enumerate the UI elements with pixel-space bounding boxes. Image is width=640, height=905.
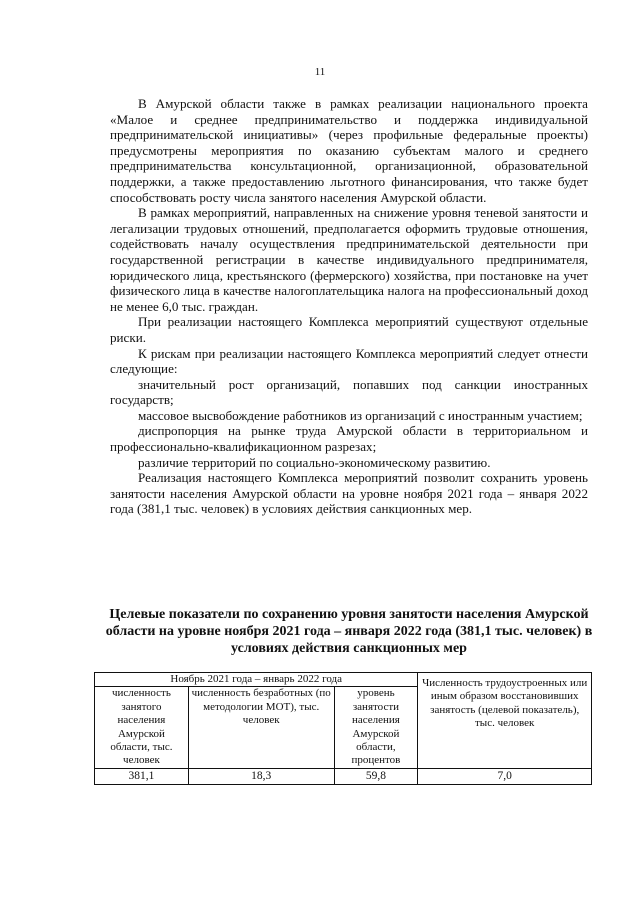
header-cell-employed: численность занятого населения Амурской области, тыс. человек bbox=[95, 687, 189, 768]
paragraph: В Амурской области также в рамках реализации национального проекта «Малое и среднее предпринимательство и поддержка индивидуальной предпринимательской инициативы» (через профильные федеральные проекты) предусмотрены мероприятия по оказанию субъектам малого и среднего предпринимательства консультационной, организационной, образовательной поддержки, а также предоставлению льготного финансирования, что также будет способствовать росту числа занятого населения Амурской области. bbox=[110, 96, 588, 205]
table-title: Целевые показатели по сохранению уровня занятости населения Амурской области на уровне ноября 2021 года – января 2022 года (381,1 тыс. человек) в условиях действия санкционных мер bbox=[105, 607, 593, 656]
list-item: значительный рост организаций, попавших под санкции иностранных государств; bbox=[110, 376, 588, 408]
table-group-header-row bbox=[95, 673, 592, 687]
value-cell: 59,8 bbox=[334, 768, 418, 784]
group-header-cell: Ноябрь 2021 года – январь 2022 года bbox=[95, 673, 418, 687]
list-item: различие территорий по социально-экономическому развитию. bbox=[138, 454, 491, 470]
paragraph: К рискам при реализации настоящего Комплекса мероприятий следует отнести следующие: bbox=[110, 345, 588, 377]
paragraph: Реализация настоящего Комплекса мероприятий позволит сохранить уровень занятости населения Амурской области на уровне ноября 2021 года – января 2022 года (381,1 тыс. человек) в условиях действия санкционных мер. bbox=[110, 470, 588, 517]
value-cell: 7,0 bbox=[418, 768, 592, 784]
body-text bbox=[110, 96, 588, 517]
paragraph: При реализации настоящего Комплекса мероприятий существуют отдельные риски. bbox=[110, 314, 588, 345]
value-cell: 18,3 bbox=[188, 768, 334, 784]
header-cell-unemployed: численность безработных (по методологии МОТ), тыс. человек bbox=[188, 687, 334, 768]
paragraph: В рамках мероприятий, направленных на снижение уровня теневой занятости и легализации трудовых отношений, предполагается оформить трудовые отношения, содействовать началу осуществления предпринимательской деятельности при государственной регистрации в качестве индивидуального предпринимателя, юридического лица, крестьянского (фермерского) хозяйства, при постановке на учет физического лица в качестве налогоплательщика налога на профессиональный доход не менее 6,0 тыс. граждан. bbox=[110, 205, 588, 314]
page-number: 11 bbox=[314, 66, 326, 78]
header-cell-employment-rate: уровень занятости населения Амурской области, процентов bbox=[334, 687, 418, 768]
indicators-table bbox=[94, 672, 592, 785]
table-row bbox=[95, 768, 592, 784]
list-item: массовое высвобождение работников из организаций с иностранным участием; bbox=[138, 407, 583, 423]
header-cell-employed-target: Численность трудоустроенных или иным образом восстановивших занятость (целевой показатель), тыс. человек bbox=[418, 673, 592, 769]
list-item: диспропорция на рынке труда Амурской области в территориальном и профессионально-квалификационном разрезах; bbox=[110, 423, 588, 455]
value-cell: 381,1 bbox=[95, 768, 189, 784]
